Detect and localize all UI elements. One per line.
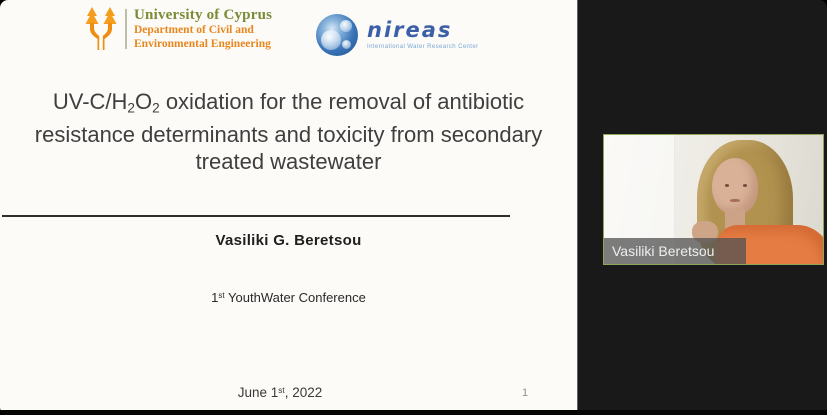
participant-name-tag: Vasiliki Beretsou bbox=[604, 238, 746, 264]
nireas-logo bbox=[316, 14, 479, 56]
ucy-trees-icon bbox=[84, 6, 118, 52]
author-name: Vasiliki G. Beretsou bbox=[215, 232, 362, 249]
ucy-department-line2: Environmental Engineering bbox=[134, 37, 271, 50]
nireas-caption: International Water Research Center bbox=[367, 44, 479, 50]
university-of-cyprus-logo bbox=[84, 6, 272, 52]
participant-video[interactable] bbox=[603, 134, 824, 265]
nireas-wordmark: nireas bbox=[367, 18, 453, 42]
slide-page-number: 1 bbox=[522, 387, 529, 399]
title-divider bbox=[2, 215, 510, 217]
slide-date: June 1st, 2022 bbox=[237, 385, 323, 401]
conference-name: 1st YouthWater Conference bbox=[211, 290, 366, 305]
window-bottom-edge bbox=[0, 410, 827, 415]
ucy-name: University of Cyprus bbox=[134, 6, 273, 23]
nireas-globe-icon bbox=[316, 14, 358, 56]
logo-divider bbox=[125, 9, 127, 49]
participants-panel bbox=[577, 0, 827, 415]
slide-title: $UV-C/H_2O_2$ oxidation for the removal of antibiotic resistance determinants and toxicity from secondary treated wastewater bbox=[34, 89, 543, 175]
ucy-department-line1: Department of Civil and bbox=[134, 23, 254, 36]
participant-face bbox=[712, 158, 758, 215]
